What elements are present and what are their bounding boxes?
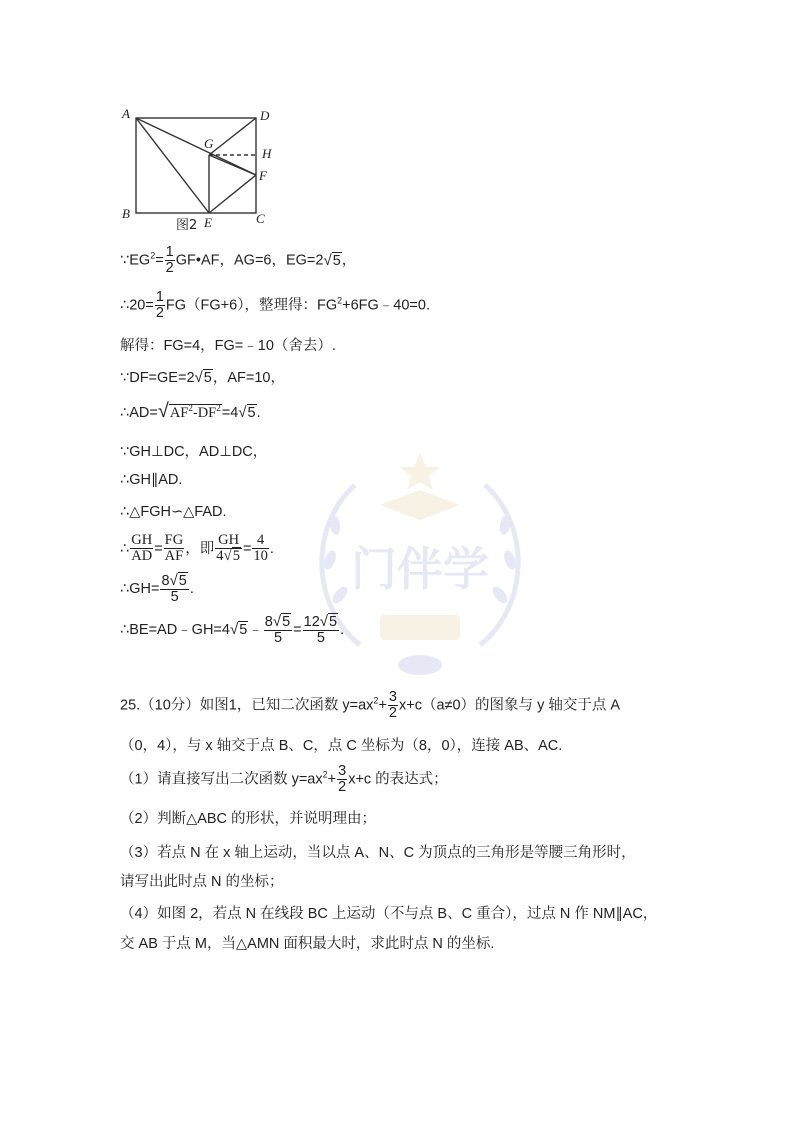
fraction-one-half: $\frac{1}{2}$: [155, 289, 164, 322]
fraction-8sqrt5-5: $\frac{8√5}{5}$: [264, 613, 291, 647]
label-g: G: [204, 136, 214, 151]
label-e: E: [204, 215, 212, 230]
fraction-gh-4sqrt5: $\frac{GH}{4√5}$: [216, 532, 240, 565]
solution-line-1: $\because EG^2=$ $\frac{1}{2}$ GF•AF，AG=6，EG=2√5，: [120, 244, 357, 277]
label-a: A: [122, 106, 130, 121]
watermark-logo: [300, 445, 540, 685]
fraction-4-10: $\frac{4}{10}$: [253, 532, 268, 565]
sqrt-5: √5: [229, 621, 248, 639]
question-2: （2）判断△ABC 的形状，并说明理由；: [120, 811, 377, 827]
solution-line-5: $\therefore AD=√AF^2-DF^2=4√5$.: [120, 400, 261, 422]
figure-caption: 图2: [176, 218, 198, 233]
fraction-3-2: $\frac{3}{2}$: [388, 689, 397, 722]
solution-line-10: ∴GH= $\frac{8√5}{5}$ .: [120, 572, 194, 606]
geometry-figure-2: [118, 105, 288, 235]
label-f: F: [259, 168, 267, 183]
label-c: C: [256, 211, 265, 226]
solution-line-8: ∴△FGH∽△FAD.: [120, 504, 227, 520]
fraction-gh-ad: $\frac{GH}{AD}$: [131, 532, 153, 565]
solution-line-3: 解得：FG=4，FG=﹣10（舍去）.: [120, 338, 336, 354]
solution-line-7: ∴GH∥AD.: [120, 472, 183, 488]
fraction-3-2: $\frac{3}{2}$: [338, 763, 347, 796]
solution-line-11: ∴BE=AD﹣GH=4√5﹣ $\frac{8√5}{5}$ = $\frac{12√5}{5}$ .: [120, 613, 345, 647]
sqrt-5: √5: [238, 404, 256, 421]
label-b: B: [122, 206, 130, 221]
problem-25-line-1: 25.（10分）如图1，已知二次函数 $y=ax^2+$ $\frac{3}{2}$ x+c（a≠0）的图象与 y 轴交于点 A: [120, 689, 621, 722]
question-3-line-1: （3）若点 N 在 x 轴上运动，当以点 A、N、C 为顶点的三角形是等腰三角形时，: [120, 845, 636, 861]
solution-line-4: ∵DF=GE=2√5，AF=10，: [120, 369, 285, 386]
fraction-8sqrt5-5: $\frac{8√5}{5}$: [161, 572, 187, 606]
problem-25-line-2: （0，4），与 x 轴交于点 B、C，点 C 坐标为（8，0），连接 AB、AC.: [120, 738, 563, 754]
solution-line-9: ∴ $\frac{GH}{AD}$ = $\frac{FG}{AF}$ ，即 $\frac{GH}{4√5}$ = $\frac{4}{10}$ .: [120, 532, 274, 565]
watermark-text: 门伴学: [351, 542, 489, 596]
label-h: H: [262, 146, 272, 161]
question-4-line-1: （4）如图 2，若点 N 在线段 BC 上运动（不与点 B、C 重合），过点 N 作 NM∥AC，: [120, 906, 658, 922]
sqrt-af2-df2: $√AF^2-DF^2$: [157, 400, 221, 422]
solution-line-6: ∵GH⊥DC，AD⊥DC，: [120, 444, 268, 460]
fraction-12sqrt5-5: $\frac{12√5}{5}$: [303, 613, 338, 647]
sqrt-5: √5: [194, 369, 212, 386]
question-1: （1）请直接写出二次函数 $y=ax^2+$ $\frac{3}{2}$ x+c 的表达式；: [120, 763, 448, 796]
label-d: D: [260, 108, 270, 123]
sqrt-5: √5: [323, 251, 341, 269]
question-4-line-2: 交 AB 于点 M，当△AMN 面积最大时，求此时点 N 的坐标.: [120, 936, 495, 952]
solution-line-2: ∴20= $\frac{1}{2}$ FG（FG+6），整理得：$FG^2+6FG﹣40=0$.: [120, 289, 430, 322]
fraction-one-half: $\frac{1}{2}$: [165, 244, 174, 277]
question-3-line-2: 请写出此时点 N 的坐标；: [120, 874, 284, 890]
fraction-fg-af: $\frac{FG}{AF}$: [164, 532, 184, 565]
